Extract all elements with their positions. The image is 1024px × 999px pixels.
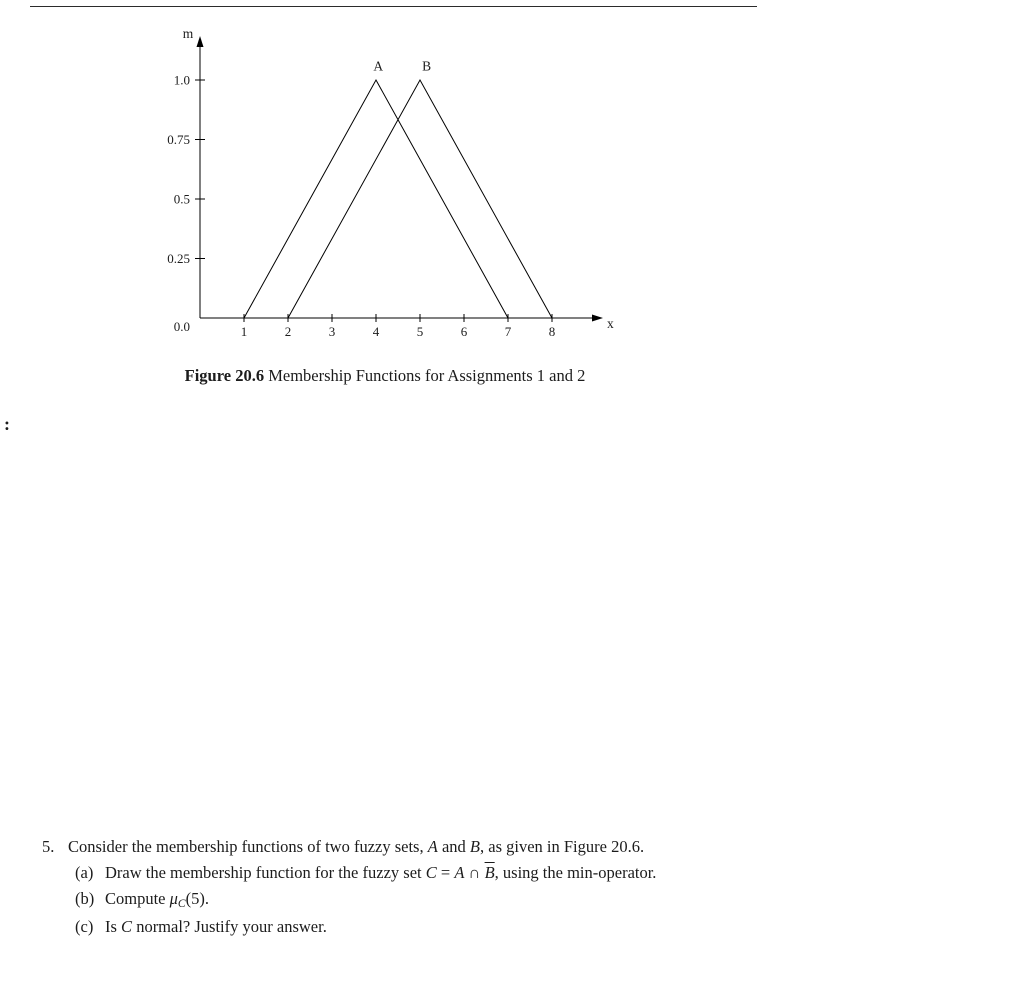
y-tick-label: 0.0 xyxy=(173,319,190,334)
x-axis-arrow xyxy=(592,315,603,322)
x-tick-label: 4 xyxy=(372,324,380,339)
item-b-label: (b) xyxy=(75,889,95,908)
item-c-label: (c) xyxy=(75,917,94,936)
item-a-text-2: = xyxy=(436,863,455,882)
top-rule xyxy=(30,6,757,7)
item-c-text-2: normal? Justify your answer. xyxy=(132,917,327,936)
figure-caption xyxy=(0,366,770,386)
series-line-A xyxy=(244,80,508,318)
x-tick-label: 3 xyxy=(328,324,336,339)
y-tick-label: 1.0 xyxy=(173,72,190,88)
x-tick-label: 1 xyxy=(240,324,248,339)
x-axis-label: x xyxy=(607,316,614,331)
y-tick-label: 0.75 xyxy=(167,132,190,147)
series-line-B xyxy=(288,80,552,318)
intro-text-3: , as given in Figure 20.6. xyxy=(480,837,645,856)
intersection-symbol: ∩ xyxy=(464,863,485,882)
series-label-A: A xyxy=(373,58,384,74)
item-a-text-1: Draw the membership function for the fuzzy set xyxy=(105,863,426,882)
series-label-B: B xyxy=(422,58,432,74)
item-b-text xyxy=(105,886,760,914)
item-a-var-a: A xyxy=(454,863,465,882)
x-tick-label: 7 xyxy=(504,324,512,339)
chart-svg xyxy=(150,25,630,355)
figure-caption-number: Figure 20.6 xyxy=(184,366,265,385)
problem-section xyxy=(42,834,760,940)
item-a-text-3: , using the min-operator. xyxy=(494,863,657,882)
intro-var-b: B xyxy=(469,837,480,856)
y-axis-arrow xyxy=(197,36,204,47)
mu-symbol: μ xyxy=(169,889,178,908)
x-tick-label: 6 xyxy=(460,324,468,339)
intro-var-a: A xyxy=(427,837,438,856)
problem-row xyxy=(42,834,760,940)
membership-function-chart xyxy=(150,25,630,355)
item-b-text-1: Compute xyxy=(105,889,170,908)
problem-intro xyxy=(68,834,760,860)
y-tick-label: 0.25 xyxy=(167,251,190,266)
intro-text-1: Consider the membership functions of two fuzzy sets, xyxy=(68,837,428,856)
figure-caption-text: Membership Functions for Assignments 1 and 2 xyxy=(264,366,586,385)
margin-mark: : xyxy=(4,414,10,434)
item-b-text-2: (5). xyxy=(185,889,209,908)
problem-item-b xyxy=(75,886,760,914)
x-tick-label: 8 xyxy=(548,324,556,339)
item-a-label: (a) xyxy=(75,863,94,882)
item-a-var-c: C xyxy=(425,863,437,882)
x-tick-label: 5 xyxy=(416,324,424,339)
item-c-text-1: Is xyxy=(105,917,122,936)
intro-text-2: and xyxy=(437,837,470,856)
item-a-text xyxy=(105,860,760,886)
item-a-var-b-complement: $\overline{B}$ xyxy=(484,863,495,882)
problem-body xyxy=(68,834,760,940)
y-tick-label: 0.5 xyxy=(173,191,190,207)
y-axis-label: m xyxy=(182,26,194,41)
item-c-text xyxy=(105,914,760,940)
item-c-var-c: C xyxy=(121,917,133,936)
problem-item-c xyxy=(75,914,760,940)
mu-subscript-c xyxy=(178,898,186,910)
mu-subscript-c-var: C xyxy=(177,897,186,910)
x-tick-label: 2 xyxy=(284,324,292,339)
problem-item-a xyxy=(75,860,760,886)
problem-number: 5. xyxy=(42,837,55,856)
